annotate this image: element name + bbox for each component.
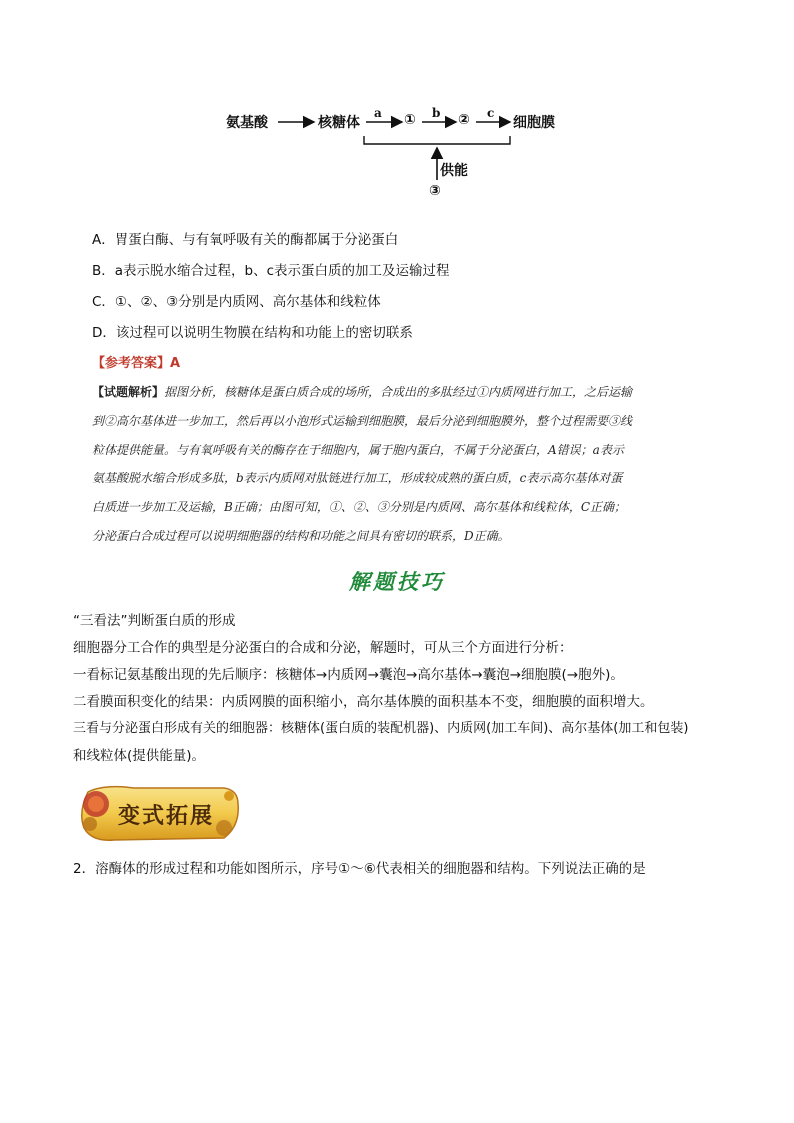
analysis-line: 分泌蛋白合成过程可以说明细胞器的结构和功能之间具有密切的联系，D正确。 bbox=[92, 528, 510, 543]
analysis-line: 氨基酸脱水缩合形成多肽，b表示内质网对肽链进行加工，形成较成熟的蛋白质，c表示高尔基体对蛋 bbox=[92, 471, 623, 486]
skills-line: 细胞器分工合作的典型是分泌蛋白的合成和分泌，解题时，可从三个方面进行分析： bbox=[73, 640, 573, 656]
diagram-step-b: b bbox=[432, 106, 441, 120]
diagram-ribosome: 核糖体 bbox=[318, 115, 360, 131]
skills-title: 解题技巧 bbox=[349, 569, 445, 594]
diagram-node-3: ③ bbox=[429, 183, 441, 199]
analysis-tag: 【试题解析】 bbox=[92, 385, 165, 399]
option-a: A．胃蛋白酶、与有氧呼吸有关的酶都属于分泌蛋白 bbox=[92, 232, 399, 248]
analysis-line bbox=[92, 378, 724, 407]
brace bbox=[364, 136, 510, 144]
skills-line: 三看与分泌蛋白形成有关的细胞器：核糖体(蛋白质的装配机器)、内质网(加工车间)、高尔基体(加工和包装) bbox=[73, 721, 689, 736]
analysis-line: 粒体提供能量。与有氧呼吸有关的酶存在于细胞内，属于胞内蛋白，不属于分泌蛋白，A错误；a表示 bbox=[92, 442, 624, 457]
diagram-step-a: a bbox=[374, 106, 382, 120]
question-2: 2．溶酶体的形成过程和功能如图所示，序号①～⑥代表相关的细胞器和结构。下列说法正确的是 bbox=[73, 861, 646, 877]
diagram-energy: 供能 bbox=[440, 163, 468, 179]
diagram-node-2: ② bbox=[458, 112, 470, 128]
skills-line: 一看标记氨基酸出现的先后顺序：核糖体→内质网→囊泡→高尔基体→囊泡→细胞膜(→胞外)。 bbox=[73, 667, 624, 683]
answer-label: 【参考答案】 bbox=[92, 356, 171, 371]
diagram-amino-acid: 氨基酸 bbox=[226, 115, 268, 131]
variant-extension-banner bbox=[74, 782, 242, 846]
option-b: B．a表示脱水缩合过程，b、c表示蛋白质的加工及运输过程 bbox=[92, 263, 450, 279]
option-c: C．①、②、③分别是内质网、高尔基体和线粒体 bbox=[92, 294, 381, 310]
diagram-step-c: c bbox=[487, 106, 495, 120]
skills-line: “三看法”判断蛋白质的形成 bbox=[73, 613, 236, 629]
reference-answer bbox=[92, 352, 180, 371]
banner-text: 变式拓展 bbox=[118, 803, 215, 829]
flow-diagram bbox=[226, 104, 566, 204]
analysis-block bbox=[92, 378, 724, 551]
skills-line: 二看膜面积变化的结果：内质网膜的面积缩小，高尔基体膜的面积基本不变，细胞膜的面积增大。 bbox=[73, 694, 654, 710]
analysis-text: 据图分析，核糖体是蛋白质合成的场所，合成出的多肽经过①内质网进行加工，之后运输 bbox=[164, 385, 633, 399]
analysis-line: 白质进一步加工及运输，B正确；由图可知，①、②、③分别是内质网、高尔基体和线粒体，C正确； bbox=[92, 500, 627, 515]
option-d: D．该过程可以说明生物膜在结构和功能上的密切联系 bbox=[92, 325, 413, 341]
diagram-node-1: ① bbox=[404, 112, 416, 128]
analysis-line: 到②高尔基体进一步加工，然后再以小泡形式运输到细胞膜，最后分泌到细胞膜外，整个过程需要③线 bbox=[92, 413, 633, 428]
answer-value: A bbox=[170, 356, 181, 371]
diagram-membrane: 细胞膜 bbox=[513, 115, 555, 131]
skills-line: 和线粒体(提供能量)。 bbox=[73, 748, 206, 764]
